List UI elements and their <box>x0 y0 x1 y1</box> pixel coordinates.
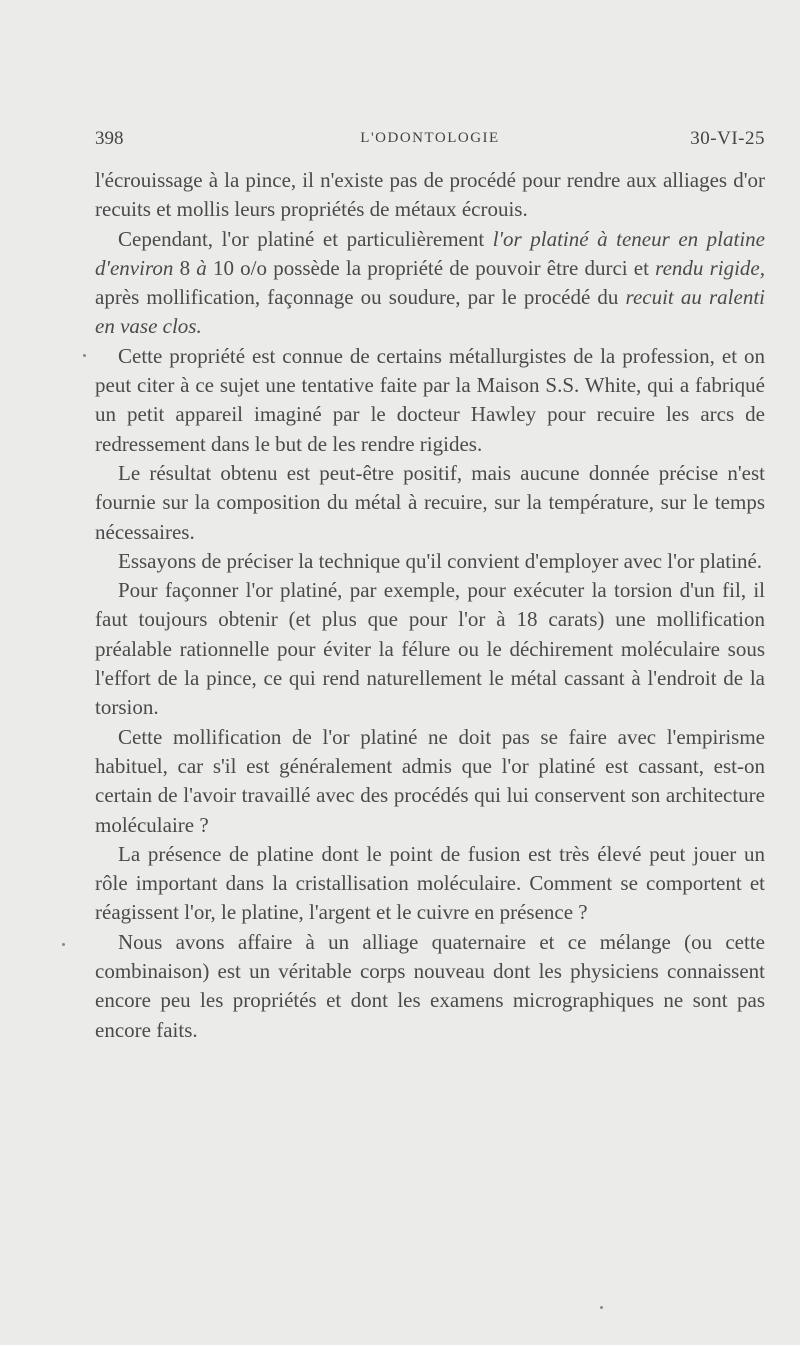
journal-title: L'ODONTOLOGIE <box>360 130 500 146</box>
paper-speck <box>83 354 86 357</box>
paragraph-2-text-a: Cependant, l'or platiné et particulièrement <box>118 226 493 251</box>
paragraph-5: Essayons de préciser la technique qu'il convient d'employer avec l'or platiné. <box>118 548 763 573</box>
running-header <box>95 128 765 156</box>
paragraph-3: Cette propriété est connue de certains métallurgistes de la profession, et on peut citer à ce sujet une tentative faite par la Maison S.S. White, qui a fabriqué un petit appareil imaginé par le docteur Hawley pour recuire les arcs de redressement dans le but de les rendre rigides. <box>95 343 765 456</box>
paragraph-4: Le résultat obtenu est peut-être positif, mais aucune donnée précise n'est fournie sur la composition du métal à recuire, sur la température, sur le temps nécessaires. <box>95 460 765 544</box>
paragraph-2-italic-d: recuit au ralenti en vase clos. <box>95 285 765 339</box>
paragraph-7: Cette mollification de l'or platiné ne doit pas se faire avec l'empirisme habituel, car s'il est généralement admis que l'or platiné est cassant, est-on certain de l'avoir travaillé avec des procédés qui lui conservent son architecture moléculaire ? <box>95 724 765 837</box>
paragraph-2-text-d: après mollification, façonnage ou soudure, par le procédé du <box>95 285 626 310</box>
paper-speck <box>62 943 65 946</box>
issue-date: 30-VI-25 <box>690 128 765 149</box>
paragraph-2 <box>95 225 765 342</box>
paragraph-2-text-c: 10 o/o possède la propriété de pouvoir être durci et <box>206 255 656 280</box>
page-number: 398 <box>95 128 124 149</box>
article-body <box>95 166 765 1045</box>
paragraph-1: l'écrouissage à la pince, il n'existe pas de procédé pour rendre aux alliages d'or recuits et mollis leurs propriétés de métaux écrouis. <box>95 168 765 222</box>
paragraph-6: Pour façonner l'or platiné, par exemple, pour exécuter la torsion d'un fil, il faut toujours obtenir (et plus que pour l'or à 18 carats) une mollification préalable rationnelle pour éviter la félure ou le déchirement moléculaire sous l'effort de la pince, ce qui rend naturellement le métal cassant à l'endroit de la torsion. <box>95 578 765 720</box>
paragraph-8: La présence de platine dont le point de fusion est très élevé peut jouer un rôle important dans la cristallisation moléculaire. Comment se comportent et réagissent l'or, le platine, l'argent et le cuivre en présence ? <box>95 841 765 925</box>
paragraph-9: Nous avons affaire à un alliage quaternaire et ce mélange (ou cette combinaison) est un véritable corps nouveau dont les physiciens connaissent encore peu les propriétés et dont les examens micrographiques ne sont pas encore faits. <box>95 929 765 1042</box>
paragraph-2-italic-a: l'or platiné à teneur en platine d'environ <box>95 226 765 280</box>
paragraph-2-italic-b: à <box>196 255 207 280</box>
paragraph-2-italic-c: rendu rigide, <box>655 255 765 280</box>
paragraph-2-text-b: 8 <box>173 255 197 280</box>
paper-speck <box>600 1306 603 1309</box>
